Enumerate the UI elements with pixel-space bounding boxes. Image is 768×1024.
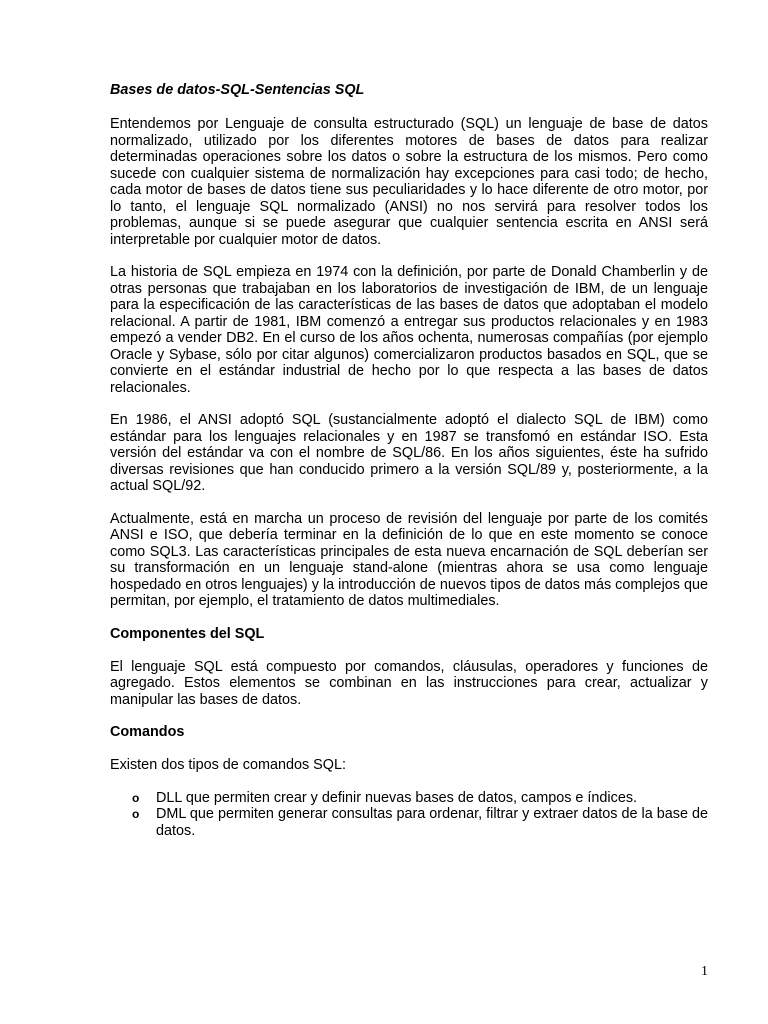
section-heading-componentes: Componentes del SQL <box>110 625 265 642</box>
comandos-paragraph: Existen dos tipos de comandos SQL: <box>110 757 346 773</box>
list-item-dml <box>110 806 708 839</box>
intro-paragraph-ansi-standard: En 1986, el ANSI adoptó SQL (sustancialmente adoptó el dialecto SQL de IBM) como estándar para los lenguajes relacionales y en 1987 se transfomó en estándar ISO. Esta versión del estándar va con el nombre de SQL/86. En los años siguientes, éste ha sufrido diversas revisiones que han conducido primero a la versión SQL/89 y, posteriormente, a la actual SQL/92. <box>110 412 708 494</box>
bullet-circle-icon: o <box>132 807 140 821</box>
bullet-circle-icon: o <box>132 790 140 805</box>
list-item-text: DLL que permiten crear y definir nuevas bases de datos, campos e índices. <box>156 789 638 806</box>
componentes-paragraph: El lenguaje SQL está compuesto por comandos, cláusulas, operadores y funciones de agregado. Estos elementos se combinan en las instrucciones para crear, actualizar y manipular las bases de datos. <box>110 658 708 708</box>
list-item-dll <box>110 790 708 807</box>
comandos-bullet-list <box>110 790 708 840</box>
list-item-text: DML que permiten generar consultas para ordenar, filtrar y extraer datos de la base de datos. <box>156 806 708 839</box>
intro-paragraph-history: La historia de SQL empieza en 1974 con la definición, por parte de Donald Chamberlin y de otras personas que trabajaban en los laboratorios de investigación de IBM, de un lenguaje para la especificación de las características de las bases de datos que adoptaban el modelo relacional. A partir de 1981, IBM comenzó a entregar sus productos relacionales y en 1983 empezó a vender DB2. En el curso de los años ochenta, numerosas compañías (por ejemplo Oracle y Sybase, sólo por citar algunos) comercializaron productos basados en SQL, que se convierte en el estándar industrial de hecho por lo que respecta a las bases de datos relacionales. <box>110 264 708 396</box>
document-title: Bases de datos-SQL-Sentencias SQL <box>110 82 365 98</box>
page-number: 1 <box>701 964 708 979</box>
intro-paragraph-sql3: Actualmente, está en marcha un proceso de revisión del lenguaje por parte de los comités ANSI e ISO, que debería terminar en la definición de lo que en este momento se conoce como SQL3. Las características principales de esta nueva encarnación de SQL deberían ser su transformación en un lenguaje stand-alone (mientras ahora se usa como lenguaje hospedado en otros lenguajes) y la introducción de nuevos tipos de datos más complejos que permitan, por ejemplo, el tratamiento de datos multimediales. <box>110 510 708 609</box>
section-heading-comandos: Comandos <box>110 724 185 740</box>
intro-paragraph-definition: Entendemos por Lenguaje de consulta estructurado (SQL) un lenguaje de base de datos normalizado, utilizado por los diferentes motores de bases de datos para realizar determinadas operaciones sobre los datos o sobre la estructura de los mismos. Pero como sucede con cualquier sistema de normalización hay excepciones para casi todo; de hecho, cada motor de bases de datos tiene sus peculiaridades y lo hace diferente de otro motor, por lo tanto, el lenguaje SQL normalizado (ANSI) no nos servirá para resolver todos los problemas, aunque si se puede asegurar que cualquier sentencia escrita en ANSI será interpretable por cualquier motor de datos. <box>110 116 708 248</box>
